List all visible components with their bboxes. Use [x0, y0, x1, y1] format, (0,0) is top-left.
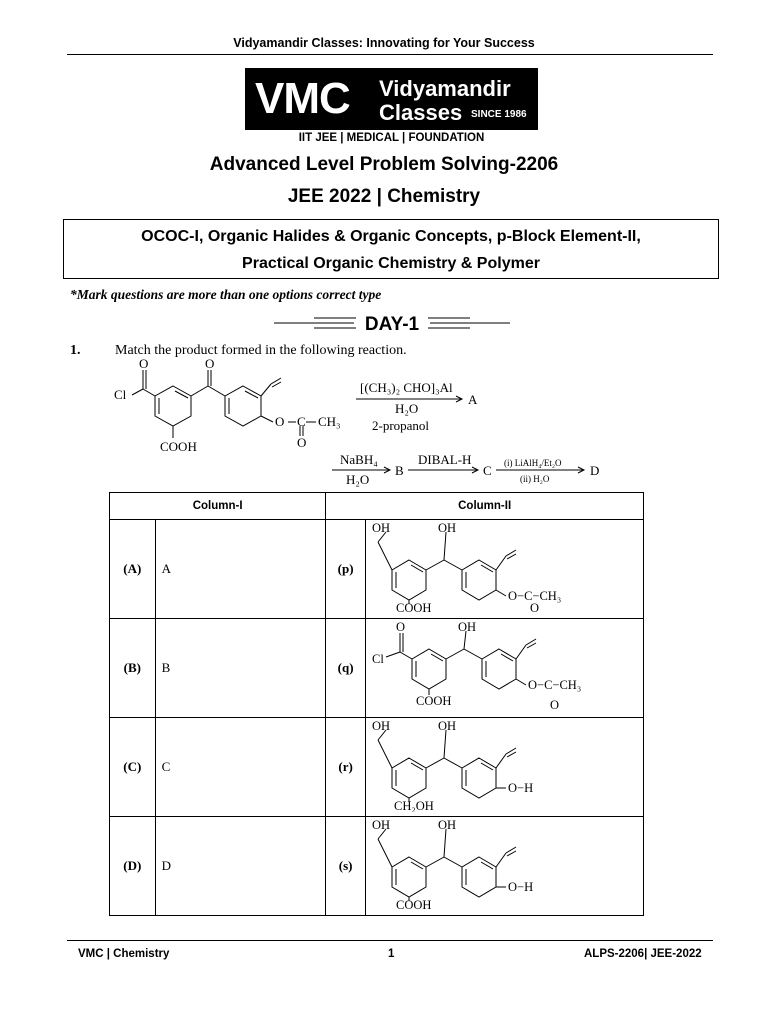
s-g1: OH — [371, 818, 391, 832]
q-g1b: O — [395, 620, 405, 634]
r-right: O−H — [507, 781, 534, 795]
structure-s-drawing — [366, 817, 643, 911]
reaction-scheme — [110, 358, 630, 488]
table-row — [110, 817, 644, 916]
structure-p-drawing — [366, 520, 643, 614]
option-label: (p) — [326, 520, 366, 619]
option-label: (q) — [326, 619, 366, 718]
instruction-note: *Mark questions are more than one options correct type — [70, 287, 382, 302]
r-g1: OH — [371, 719, 391, 733]
reagent-dibal: DIBAL-H — [418, 452, 472, 467]
p-g2: OH — [437, 521, 457, 535]
reagent-solvent: 2-propanol — [372, 418, 430, 433]
s-g2: OH — [437, 818, 457, 832]
row-label: (B) — [110, 619, 156, 718]
row-value: C — [155, 718, 326, 817]
structure-r-drawing — [366, 718, 643, 812]
reagent-water-2: H₂O — [346, 472, 370, 487]
structure-s — [365, 817, 643, 916]
match-table — [109, 492, 644, 916]
logo-abbr: VMC — [255, 74, 350, 123]
start-oester: O — [275, 414, 285, 429]
r-g2: OH — [437, 719, 457, 733]
q-right: O−C−CH₃ — [527, 678, 582, 692]
start-o1: O — [139, 358, 149, 371]
page-header: Vidyamandir Classes: Innovating for Your Success — [233, 36, 535, 50]
row-label: (A) — [110, 520, 156, 619]
table-row — [110, 520, 644, 619]
footer-left: VMC | Chemistry — [78, 948, 170, 960]
footer-rule — [67, 940, 713, 941]
reagent-nabh4: NaBH₄ — [340, 452, 378, 467]
row-value: D — [155, 817, 326, 916]
table-row — [110, 718, 644, 817]
reagent-water: H₂O — [395, 401, 419, 416]
page-number: 1 — [388, 948, 395, 960]
option-label: (s) — [326, 817, 366, 916]
structure-p — [365, 520, 643, 619]
start-cl: Cl — [114, 387, 127, 402]
row-value: B — [155, 619, 326, 718]
structure-r — [365, 718, 643, 817]
structure-q-drawing — [366, 619, 643, 713]
header-rule — [67, 54, 713, 55]
day-banner — [274, 310, 510, 336]
day-label: DAY-1 — [364, 314, 420, 335]
row-label: (D) — [110, 817, 156, 916]
column-1-header: Column-I — [110, 493, 326, 520]
topics-line2: Practical Organic Chemistry & Polymer — [242, 255, 540, 272]
option-label: (r) — [326, 718, 366, 817]
r-bottom: CH₂OH — [393, 799, 434, 812]
structure-q — [365, 619, 643, 718]
q-g2: OH — [457, 620, 477, 634]
table-header-row — [110, 493, 644, 520]
row-value: A — [155, 520, 326, 619]
product-c: C — [483, 463, 492, 478]
reagent-water-3: (ii) H₂O — [520, 474, 550, 484]
start-o3: O — [297, 435, 307, 450]
product-b: B — [395, 463, 404, 478]
topics-line1: OCOC-I, Organic Halides & Organic Concepts, p-Block Element-II, — [141, 228, 641, 245]
vmc-logo — [245, 68, 538, 130]
q-extra: O — [549, 698, 559, 712]
row-label: (C) — [110, 718, 156, 817]
p-extra: O — [529, 601, 539, 614]
p-g1: OH — [371, 521, 391, 535]
question-text: Match the product formed in the following reaction. — [115, 343, 407, 358]
logo-line1: Vidyamandir — [379, 76, 511, 101]
p-bottom: COOH — [395, 601, 432, 614]
p-right: O−C−CH₃ — [507, 589, 562, 603]
q-g1: Cl — [371, 652, 384, 666]
column-2-header: Column-II — [326, 493, 644, 520]
page-title: Advanced Level Problem Solving-2206 — [209, 154, 559, 175]
start-ch3: CH₃ — [318, 414, 341, 429]
table-row — [110, 619, 644, 718]
question-number: 1. — [70, 343, 81, 358]
start-o2: O — [205, 358, 215, 371]
logo-since: SINCE 1986 — [471, 109, 527, 120]
product-a: A — [468, 392, 478, 407]
reagent-aluminium: [(CH₃)₂ CHO]₃Al — [360, 380, 453, 395]
topics-box — [63, 219, 719, 279]
logo-line2: Classes — [379, 100, 463, 125]
product-d: D — [590, 463, 600, 478]
s-right: O−H — [507, 880, 534, 894]
s-bottom: COOH — [395, 898, 432, 911]
logo-tagline: IIT JEE | MEDICAL | FOUNDATION — [298, 132, 485, 144]
start-c: C — [297, 414, 306, 429]
reagent-lialh4: (i) LiAlH₄/Et₂O — [504, 458, 562, 468]
page-subtitle: JEE 2022 | Chemistry — [287, 186, 481, 207]
q-bottom: COOH — [415, 694, 452, 708]
footer-right: ALPS-2206| JEE-2022 — [584, 948, 702, 960]
start-cooh: COOH — [160, 439, 197, 454]
